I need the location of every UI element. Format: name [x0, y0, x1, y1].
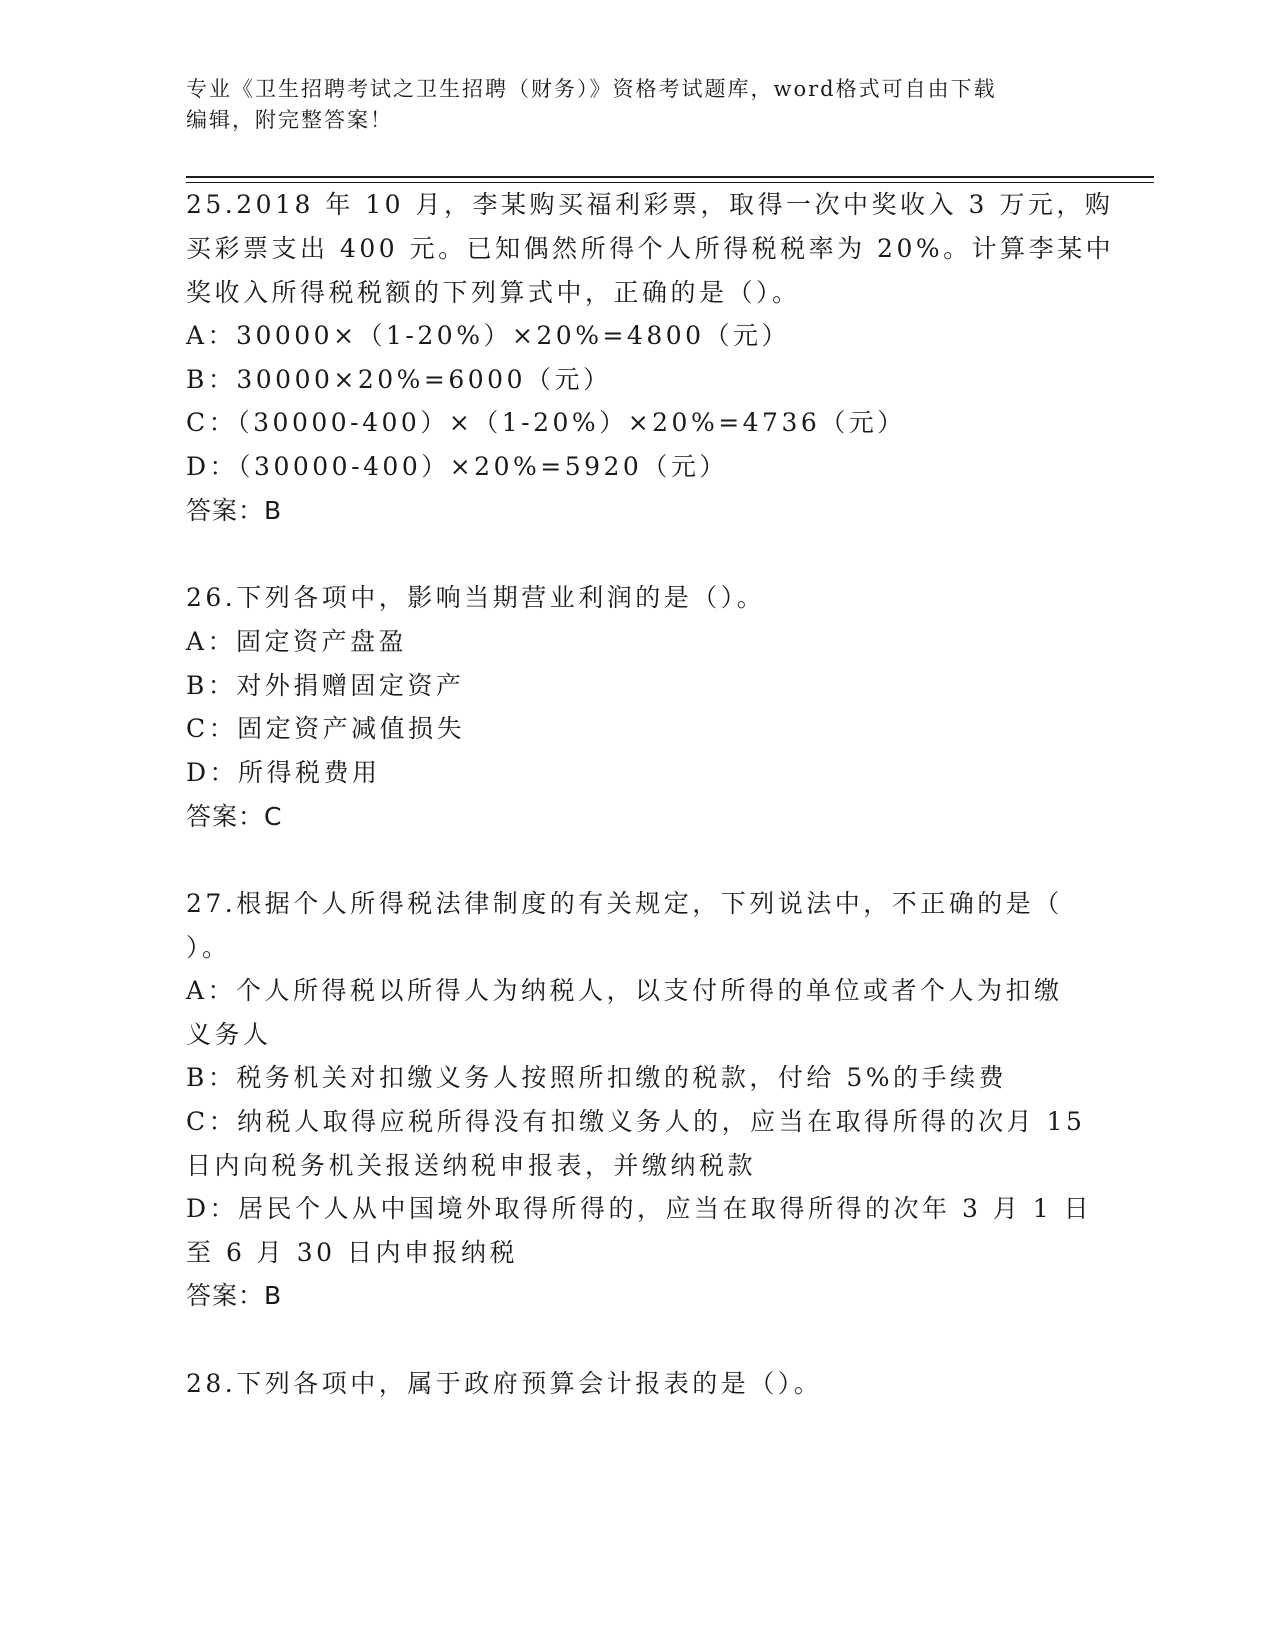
q27-stem-line-1: 27.根据个人所得税法律制度的有关规定，下列说法中，不正确的是（ — [186, 889, 1063, 918]
q26-stem-line-1: 26.下列各项中，影响当期营业利润的是（）。 — [186, 583, 766, 612]
q27-stem-line-2: ）。 — [186, 933, 231, 962]
q26-option-a: A：固定资产盘盈 — [186, 627, 408, 656]
q25-stem-line-2: 买彩票支出 400 元。已知偶然所得个人所得税税率为 20%。计算李某中 — [186, 234, 1115, 263]
q27-option-a-line-2: 义务人 — [186, 1020, 272, 1049]
q25-stem-line-3: 奖收入所得税税额的下列算式中，正确的是（）。 — [186, 278, 801, 307]
header-line-2: 编辑，附完整答案！ — [186, 108, 393, 132]
q26-option-c: C：固定资产减值损失 — [186, 714, 466, 743]
q26-option-b: B：对外捐赠固定资产 — [186, 671, 465, 700]
q27-answer: 答案：B — [186, 1281, 283, 1310]
header-divider-thin — [186, 182, 1154, 183]
q25-option-d: D：（30000-400）×20%=5920（元） — [186, 452, 728, 481]
q25-answer: 答案：B — [186, 496, 283, 525]
q26-option-d: D：所得税费用 — [186, 758, 381, 787]
q27-option-c-line-2: 日内向税务机关报送纳税申报表，并缴纳税款 — [186, 1151, 757, 1180]
header-line-1: 专业《卫生招聘考试之卫生招聘（财务）》资格考试题库，word格式可自由下载 — [186, 77, 997, 101]
header-divider-thick — [186, 176, 1154, 178]
q27-option-d-line-2: 至 6 月 30 日内申报纳税 — [186, 1238, 519, 1267]
q25-option-c: C：（30000-400）×（1-20%）×20%=4736（元） — [186, 408, 906, 437]
q27-option-a-line-1: A：个人所得税以所得人为纳税人，以支付所得的单位或者个人为扣缴 — [186, 976, 1063, 1005]
q25-stem-line-1: 25.2018 年 10 月，李某购买福利彩票，取得一次中奖收入 3 万元，购 — [186, 190, 1114, 219]
q27-option-b: B：税务机关对扣缴义务人按照所扣缴的税款，付给 5%的手续费 — [186, 1063, 1007, 1092]
q25-option-b: B：30000×20%=6000（元） — [186, 365, 612, 394]
q27-option-d-line-1: D：居民个人从中国境外取得所得的，应当在取得所得的次年 3 月 1 日 — [186, 1194, 1093, 1223]
q25-option-a: A：30000×（1-20%）×20%=4800（元） — [186, 321, 791, 350]
q27-option-c-line-1: C：纳税人取得应税所得没有扣缴义务人的，应当在取得所得的次月 15 — [186, 1107, 1086, 1136]
q26-answer: 答案：C — [186, 802, 283, 831]
q28-stem-line-1: 28.下列各项中，属于政府预算会计报表的是（）。 — [186, 1369, 823, 1398]
document-header — [186, 74, 1086, 136]
